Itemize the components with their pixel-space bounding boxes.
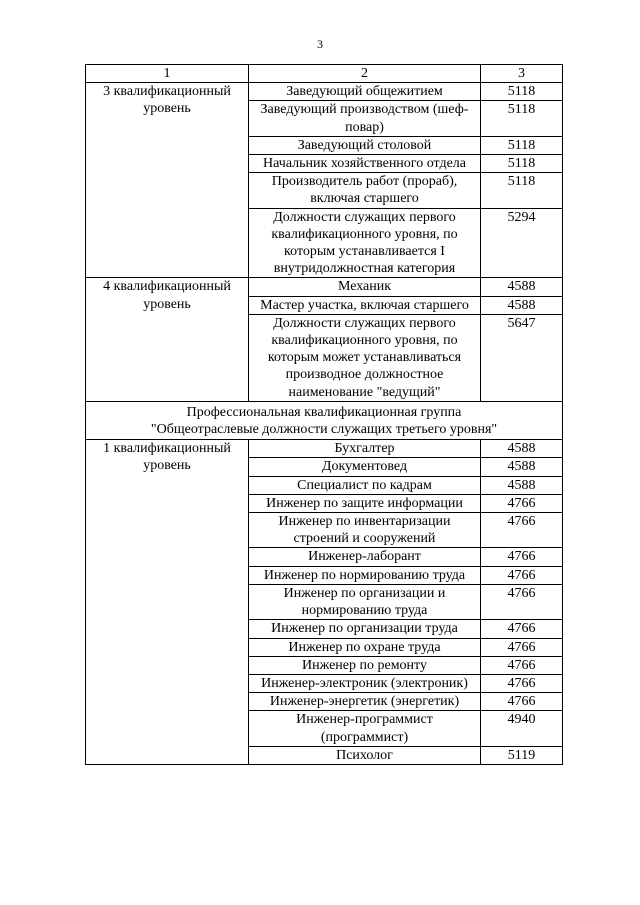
salary-cell: 4766 (481, 674, 563, 692)
table-row (86, 278, 563, 296)
column-header: 3 (481, 65, 563, 83)
salary-cell: 5118 (481, 101, 563, 136)
salary-cell: 4766 (481, 656, 563, 674)
section-heading-row (86, 401, 563, 439)
position-cell: Должности служащих первого квалификационного уровня, по которым устанавливается I внутридолжностная категория (249, 208, 481, 278)
section-heading-line: "Общеотраслевые должности служащих третьего уровня" (150, 422, 498, 438)
salary-cell: 4588 (481, 296, 563, 314)
salary-cell: 4766 (481, 638, 563, 656)
salary-table (85, 64, 563, 765)
position-cell: Инженер по организации труда (249, 620, 481, 638)
salary-cell: 4588 (481, 476, 563, 494)
salary-cell: 5118 (481, 155, 563, 173)
section-heading-line: Профессиональная квалификационная группа (186, 404, 462, 420)
position-cell: Инженер-программист (программист) (249, 711, 481, 746)
column-header: 2 (249, 65, 481, 83)
table-row (86, 83, 563, 101)
salary-cell: 5118 (481, 83, 563, 101)
position-cell: Психолог (249, 746, 481, 764)
salary-cell: 4766 (481, 693, 563, 711)
position-cell: Мастер участка, включая старшего (249, 296, 481, 314)
position-cell: Инженер по организации и нормированию труда (249, 584, 481, 619)
position-cell: Документовед (249, 458, 481, 476)
salary-cell: 5118 (481, 173, 563, 208)
position-cell: Заведующий общежитием (249, 83, 481, 101)
section-heading (86, 401, 563, 439)
position-cell: Инженер по защите информации (249, 494, 481, 512)
salary-cell: 4766 (481, 548, 563, 566)
position-cell: Инженер по охране труда (249, 638, 481, 656)
qualification-level: 3 квалификационный уровень (86, 83, 249, 278)
position-cell: Инженер по инвентаризации строений и сооружений (249, 513, 481, 548)
position-cell: Инженер-лаборант (249, 548, 481, 566)
position-cell: Механик (249, 278, 481, 296)
salary-cell: 4588 (481, 278, 563, 296)
qualification-level: 4 квалификационный уровень (86, 278, 249, 401)
position-cell: Инженер по нормированию труда (249, 566, 481, 584)
table-row (86, 440, 563, 458)
salary-cell: 4766 (481, 494, 563, 512)
salary-cell: 4940 (481, 711, 563, 746)
salary-cell: 4588 (481, 440, 563, 458)
position-cell: Производитель работ (прораб), включая старшего (249, 173, 481, 208)
salary-cell: 4766 (481, 620, 563, 638)
salary-cell: 5119 (481, 746, 563, 764)
salary-cell: 5294 (481, 208, 563, 278)
qualification-level: 1 квалификационный уровень (86, 440, 249, 765)
position-cell: Инженер по ремонту (249, 656, 481, 674)
position-cell: Бухгалтер (249, 440, 481, 458)
salary-cell: 5118 (481, 136, 563, 154)
position-cell: Заведующий производством (шеф-повар) (249, 101, 481, 136)
position-cell: Начальник хозяйственного отдела (249, 155, 481, 173)
position-cell: Заведующий столовой (249, 136, 481, 154)
column-header: 1 (86, 65, 249, 83)
salary-cell: 4766 (481, 566, 563, 584)
position-cell: Специалист по кадрам (249, 476, 481, 494)
position-cell: Должности служащих первого квалификационного уровня, по которым может устанавливаться производное должностное наименование "ведущий" (249, 314, 481, 401)
table-header-row (86, 65, 563, 83)
salary-cell: 4588 (481, 458, 563, 476)
position-cell: Инженер-энергетик (энергетик) (249, 693, 481, 711)
salary-cell: 5647 (481, 314, 563, 401)
salary-cell: 4766 (481, 584, 563, 619)
position-cell: Инженер-электроник (электроник) (249, 674, 481, 692)
page-number: 3 (317, 37, 323, 51)
salary-cell: 4766 (481, 513, 563, 548)
